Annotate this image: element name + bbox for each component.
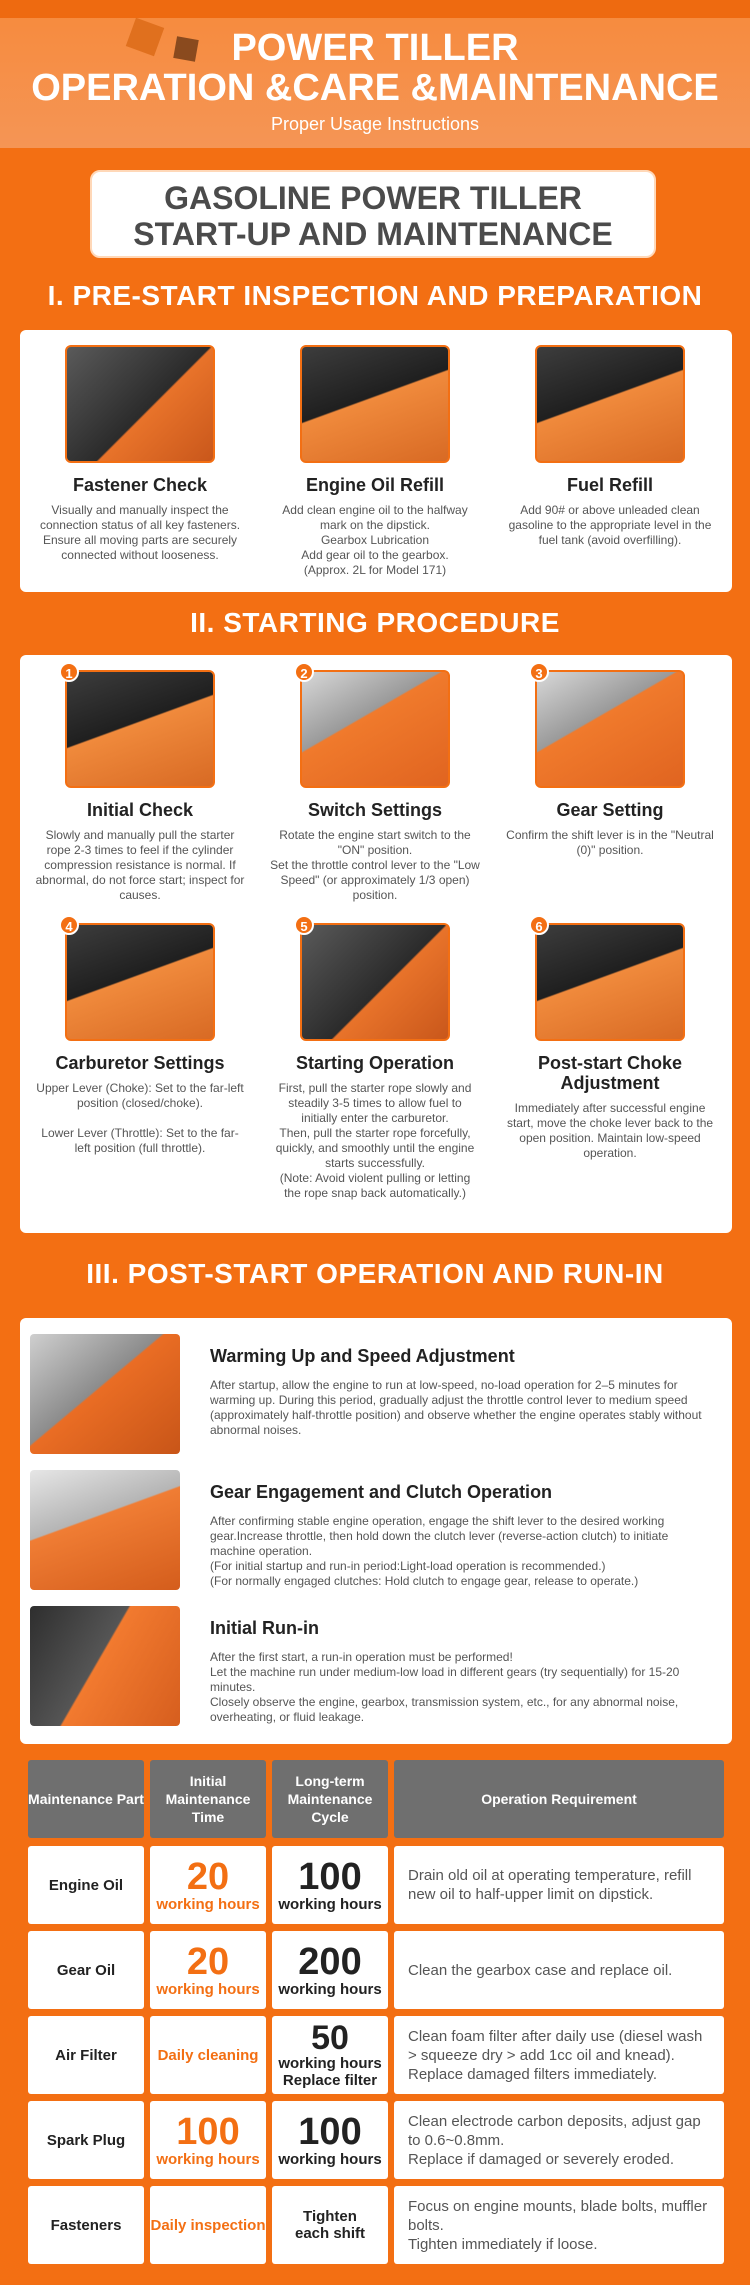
step-photo — [65, 670, 215, 788]
table-row-requirement: Clean the gearbox case and replace oil. — [394, 1931, 724, 2009]
card-engine-oil-refill — [270, 345, 480, 578]
runin-photo — [30, 1470, 180, 1590]
step-number-badge: 4 — [59, 915, 79, 935]
initial-value: 20 — [186, 1940, 230, 1983]
cycle-value: 100 — [298, 2110, 362, 2153]
runin-photo — [30, 1606, 180, 1726]
table-row-initial — [150, 2186, 266, 2264]
section3-panel — [20, 1318, 732, 1744]
initial-unit: working hours — [156, 2150, 260, 2168]
step-title: Carburetor Settings — [55, 1053, 225, 1073]
runin-item-title: Warming Up and Speed Adjustment — [210, 1346, 515, 1366]
runin-item-warming-up — [30, 1334, 720, 1459]
fastener-photo — [65, 345, 215, 463]
cycle-value: 50 — [311, 2019, 349, 2057]
step-initial-check — [35, 666, 245, 903]
runin-item-title: Gear Engagement and Clutch Operation — [210, 1482, 553, 1502]
table-header-cycle: Long-term Maintenance Cycle — [272, 1760, 388, 1838]
table-row-cycle — [272, 2016, 388, 2094]
section2-panel — [20, 655, 732, 1233]
step-number-badge: 3 — [529, 662, 549, 682]
step-switch-settings — [270, 666, 480, 903]
initial-value: 100 — [176, 2110, 240, 2153]
header-top-bar — [0, 0, 750, 18]
step-number-badge: 1 — [59, 662, 79, 682]
card-title: Fuel Refill — [566, 475, 653, 495]
table-header-requirement: Operation Requirement — [394, 1760, 724, 1838]
initial-unit: Daily inspection — [150, 2216, 266, 2234]
step-text: First, pull the starter rope slowly and steadily 3-5 times to allow fuel to initially enter the carburetor. Then, pull the starter rope forcefully, quickly, and smoothly until the engine starts successfully. (Note: Avoid violent pulling or letting the rope snap back automatically.) — [275, 1081, 475, 1200]
header-title-line1: POWER TILLER — [231, 27, 519, 69]
card-title: Fastener Check — [72, 475, 208, 495]
step-photo — [535, 923, 685, 1041]
runin-item-initial-run-in — [30, 1606, 720, 1731]
cycle-extra: Replace filter — [282, 2072, 378, 2089]
initial-unit: working hours — [156, 1980, 260, 1998]
page-header — [0, 0, 750, 148]
table-row-cycle — [272, 1846, 388, 1924]
runin-item-text: After startup, allow the engine to run at low-speed, no-load operation for 2–5 minutes for warming up. During this period, gradually adjust the throttle control lever to medium speed (approximately half-throttle position) and observe whether the engine operates stably without abnormal noises. — [210, 1378, 702, 1437]
cycle-unit: working hours — [278, 1895, 382, 1913]
table-header-part: Maintenance Part — [28, 1760, 144, 1838]
table-row-initial — [150, 1846, 266, 1924]
table-row-part: Engine Oil — [28, 1846, 144, 1924]
card-fuel-refill — [505, 345, 715, 548]
header-title-line2: OPERATION &CARE &MAINTENANCE — [31, 67, 719, 109]
step-photo — [535, 670, 685, 788]
table-row-initial — [150, 2101, 266, 2179]
step-post-start-choke — [505, 919, 715, 1161]
table-row-initial — [150, 1931, 266, 2009]
card-fastener-check — [35, 345, 245, 563]
runin-item-text: After the first start, a run-in operation must be performed! Let the machine run under medium-low load in different gears (try sequentially) for 15-20 minutes. Closely observe the engine, gearbox, transmission system, etc., for any abnormal noise, overheating, or fluid leakage. — [210, 1650, 680, 1724]
step-title: Gear Setting — [556, 800, 664, 820]
initial-value: 20 — [186, 1855, 230, 1898]
step-text: Confirm the shift lever is in the "Neutral (0)" position. — [506, 828, 714, 857]
card-text: Add clean engine oil to the halfway mark on the dipstick. Gearbox Lubrication Add gear oil to the gearbox. (Approx. 2L for Model 171) — [282, 503, 468, 577]
card-title: Engine Oil Refill — [305, 475, 444, 495]
step-text: Rotate the engine start switch to the "ON" position. Set the throttle control lever to the "Low Speed" (or approximately 1/3 open) position. — [270, 828, 480, 902]
cycle-value: 200 — [298, 1940, 362, 1983]
step-text: Slowly and manually pull the starter rope 2-3 times to feel if the cylinder compression resistance is normal. If abnormal, do not force start; inspect for causes. — [35, 828, 245, 902]
cycle-value: 100 — [298, 1855, 362, 1898]
table-row-part: Gear Oil — [28, 1931, 144, 2009]
card-text: Add 90# or above unleaded clean gasoline to the appropriate level in the fuel tank (avoid overfilling). — [508, 503, 712, 547]
main-title-box — [90, 170, 656, 258]
table-row-requirement: Focus on engine mounts, blade bolts, muffler bolts. Tighten immediately if loose. — [394, 2186, 724, 2264]
table-header-initial: Initial Maintenance Time — [150, 1760, 266, 1838]
table-row-requirement: Clean foam filter after daily use (diesel wash > squeeze dry > add 1cc oil and knead). Replace damaged filters immediately. — [394, 2016, 724, 2094]
table-row-part: Fasteners — [28, 2186, 144, 2264]
step-gear-setting — [505, 666, 715, 858]
initial-unit: working hours — [156, 1895, 260, 1913]
step-photo — [65, 923, 215, 1041]
section1-panel — [20, 330, 732, 592]
step-text: Immediately after successful engine start, move the choke lever back to the open position. Maintain low-speed operation. — [506, 1101, 714, 1160]
step-carburetor-settings — [35, 919, 245, 1156]
table-row-initial — [150, 2016, 266, 2094]
cycle-unit: working hours — [278, 2055, 382, 2072]
section1-title: I. PRE-START INSPECTION AND PREPARATION — [47, 280, 703, 311]
table-row-requirement: Clean electrode carbon deposits, adjust gap to 0.6~0.8mm. Replace if damaged or severely eroded. — [394, 2101, 724, 2179]
step-photo — [300, 670, 450, 788]
cycle-unit: working hours — [278, 2150, 382, 2168]
runin-photo — [30, 1334, 180, 1454]
main-title-line2: START-UP AND MAINTENANCE — [133, 216, 613, 252]
main-title-line1: GASOLINE POWER TILLER — [164, 180, 582, 216]
header-subtitle: Proper Usage Instructions — [270, 114, 480, 134]
runin-item-text: After confirming stable engine operation, engage the shift lever to the desired working gear.Increase throttle, then hold down the clutch lever (reverse-action clutch) to initiate machine operation. (For initial startup and run-in period:Light-load operation is recommended.) (For normally engaged clutches: Hold clutch to engage gear, release to operate.) — [210, 1514, 669, 1588]
step-title: Initial Check — [86, 800, 194, 820]
step-starting-operation — [270, 919, 480, 1201]
step-title: Switch Settings — [307, 800, 442, 820]
step-number-badge: 2 — [294, 662, 314, 682]
step-photo — [300, 923, 450, 1041]
table-row-cycle — [272, 1931, 388, 2009]
section2-title: II. STARTING PROCEDURE — [190, 607, 560, 638]
initial-unit: Daily cleaning — [157, 2046, 259, 2064]
cycle-unit: Tighten each shift — [294, 2208, 366, 2242]
step-title: Post-start Choke Adjustment — [537, 1053, 683, 1093]
step-title: Starting Operation — [295, 1053, 454, 1073]
step-number-badge: 6 — [529, 915, 549, 935]
engine-oil-photo — [300, 345, 450, 463]
step-number-badge: 5 — [294, 915, 314, 935]
table-row-cycle — [272, 2101, 388, 2179]
runin-item-title: Initial Run-in — [210, 1618, 319, 1638]
step-text: Upper Lever (Choke): Set to the far-left position (closed/choke). Lower Lever (Throttle): Set to the far-left position (full throttle). — [36, 1081, 244, 1155]
card-text: Visually and manually inspect the connection status of all key fasteners. Ensure all moving parts are securely connected without looseness. — [39, 503, 241, 562]
table-row-part: Spark Plug — [28, 2101, 144, 2179]
runin-item-gear-engagement — [30, 1470, 720, 1595]
table-row-part: Air Filter — [28, 2016, 144, 2094]
table-row-requirement: Drain old oil at operating temperature, refill new oil to half-upper limit on dipstick. — [394, 1846, 724, 1924]
table-row-cycle — [272, 2186, 388, 2264]
fuel-photo — [535, 345, 685, 463]
cycle-unit: working hours — [278, 1980, 382, 1998]
section3-title: III. POST-START OPERATION AND RUN-IN — [86, 1258, 664, 1289]
